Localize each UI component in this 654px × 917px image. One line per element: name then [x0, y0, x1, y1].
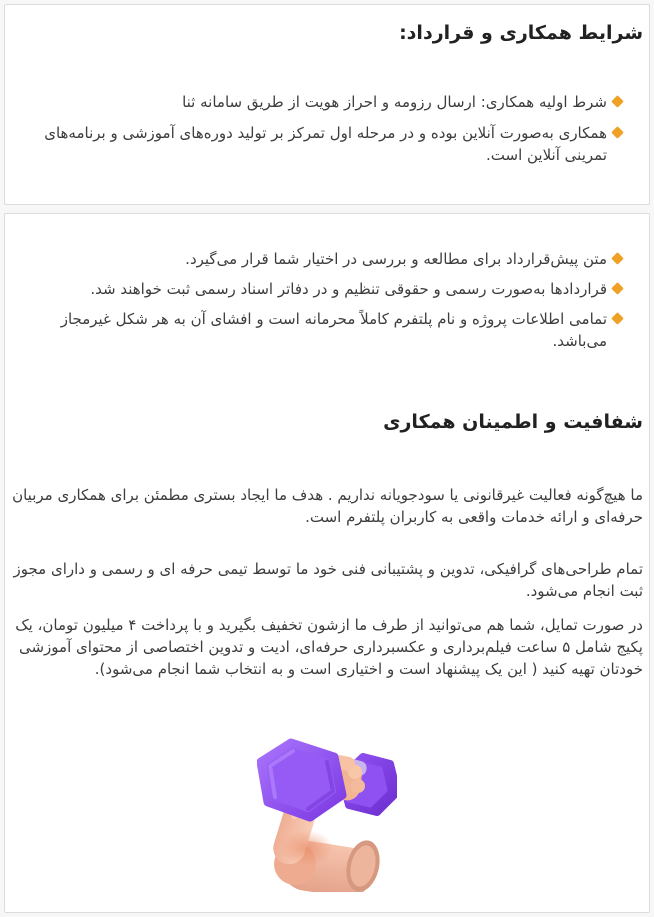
dumbbell-arm-3d-illustration	[257, 732, 397, 892]
dumbbell-arm-svg	[257, 732, 397, 892]
diamond-bullet-icon	[611, 282, 624, 295]
diamond-bullet-icon	[611, 312, 624, 325]
list-item-text: قراردادها به‌صورت رسمی و حقوقی تنظیم و در دفاتر اسناد رسمی ثبت خواهند شد.	[90, 280, 607, 298]
transparency-heading: شفافیت و اطمینان همکاری	[383, 411, 643, 433]
list-item	[31, 122, 607, 166]
diamond-bullet-icon	[611, 252, 624, 265]
list-item-text: تمامی اطلاعات پروژه و نام پلتفرم کاملاً محرمانه است و افشای آن به هر شکل غیرمجاز می‌باشد.	[60, 310, 607, 350]
diamond-bullet-icon	[611, 126, 624, 139]
list-item-text: همکاری به‌صورت آنلاین بوده و در مرحله اول تمرکز بر تولید دوره‌های آموزشی و برنامه‌های تمرینی آنلاین است.	[44, 124, 607, 164]
paragraph: تمام طراحی‌های گرافیکی، تدوین و پشتیبانی فنی خود ما توسط تیمی حرفه ای و رسمی و دارای مجوز ثبت انجام می‌شود.	[13, 560, 643, 600]
list-item-text: شرط اولیه همکاری: ارسال رزومه و احراز هویت از طریق سامانه ثنا	[182, 93, 607, 111]
transparency-card	[4, 213, 650, 913]
list-item	[31, 308, 607, 352]
paragraph: ما هیچ‌گونه فعالیت غیرقانونی یا سودجویانه نداریم . هدف ما ایجاد بستری مطمئن برای همکاری مربیان حرفه‌ای و ارائه خدمات واقعی به کاربران پلتفرم است.	[12, 486, 643, 526]
terms-card	[4, 4, 650, 205]
diamond-bullet-icon	[611, 95, 624, 108]
list-item-text: متن پیش‌قرارداد برای مطالعه و بررسی در اختیار شما قرار می‌گیرد.	[185, 250, 607, 268]
paragraph: در صورت تمایل، شما هم می‌توانید از طرف ما ازشون تخفیف بگیرید و با پرداخت ۴ میلیون تومان، یک پکیج شامل ۵ ساعت فیلم‌برداری و عکسبرداری حرفه‌ای، ادیت و تدوین اختصاصی از محتوای آموزشی خودتان تهیه کنید ( این یک پیشنهاد است و اختیاری است و به انتخاب شما انجام می‌شود).	[15, 616, 643, 678]
page-background	[0, 4, 654, 917]
dumbbell-front-weight	[261, 743, 342, 817]
list-item	[31, 278, 607, 300]
terms-heading: شرایط همکاری و قرارداد:	[399, 22, 643, 44]
list-item	[31, 91, 607, 113]
contract-bullet-list	[11, 248, 643, 352]
terms-bullet-list	[11, 91, 643, 166]
list-item	[31, 248, 607, 270]
